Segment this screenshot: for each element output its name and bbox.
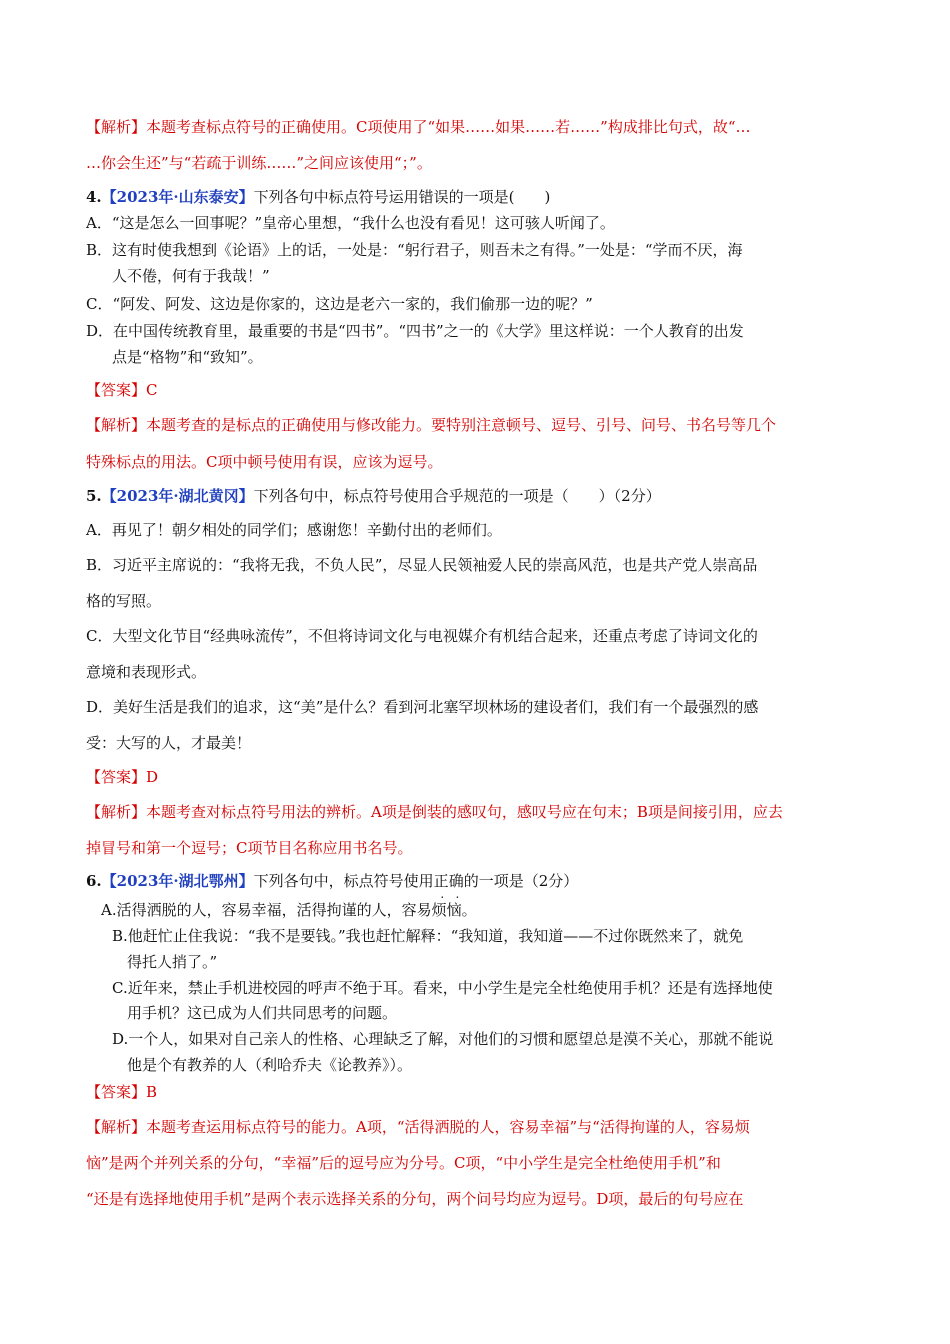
q6-analysis-line-2: 恼”是两个并列关系的分句，“幸福”后的逗号应为分号。C项，“中小学生是完全杜绝使用手机”和 — [86, 1154, 721, 1172]
q5-option-c-line-1: C．大型文化节目“经典咏流传”，不但将诗词文化与电视媒介有机结合起来，还重点考虑了诗词文化的 — [86, 627, 758, 645]
q6-analysis-line-1: 【解析】本题考查运用标点符号的能力。A项，“活得洒脱的人，容易幸福”与“活得拘谨的人，容易烦 — [86, 1118, 750, 1136]
q5-option-c-line-2: 意境和表现形式。 — [86, 663, 207, 681]
q6-stem-emphasis-1: 正 — [433, 872, 449, 890]
q5-answer: 【答案】D — [86, 768, 159, 786]
q4-option-a: A．“这是怎么一回事呢？”皇帝心里想，“我什么也没有看见！这可骇人听闻了。 — [86, 214, 615, 232]
q4-stem: 下列各句中标点符号运用错误的一项是( ) — [253, 188, 551, 206]
q4-question — [86, 187, 550, 207]
q6-question — [86, 871, 578, 891]
q6-analysis-line-3: “还是有选择地使用手机”是两个表示选择关系的分句，两个问号均应为逗号。D项，最后的句号应在 — [86, 1190, 744, 1208]
q6-stem-part-2: 的一项是（2分） — [463, 872, 579, 890]
q5-option-b-line-1: B．习近平主席说的：“我将无我，不负人民”，尽显人民领袖爱人民的崇高风范，也是共产党人崇高品 — [86, 556, 758, 574]
q4-number: 4. — [86, 188, 102, 206]
q5-analysis-line-1: 【解析】本题考查对标点符号用法的辨析。A项是倒装的感叹句，感叹号应在句末；B项是间接引用，应去 — [86, 803, 783, 821]
q5-option-d-line-2: 受：大写的人，才最美！ — [86, 734, 252, 752]
q6-source: 【2023年·湖北鄂州】 — [101, 872, 254, 890]
q3-analysis-line-1: 【解析】本题考查标点符号的正确使用。C项使用了“如果……如果……若……”构成排比句式，故“… — [86, 118, 751, 136]
q6-number: 6. — [86, 872, 102, 890]
q4-analysis-line-1: 【解析】本题考查的是标点的正确使用与修改能力。要特别注意顿号、逗号、引号、问号、书名号等几个 — [86, 416, 777, 434]
q6-option-d-line-1: D.一个人，如果对自己亲人的性格、心理缺乏了解，对他们的习惯和愿望总是漠不关心，那就不能说 — [112, 1030, 774, 1048]
q6-option-d-line-2: 他是个有教养的人（利哈乔夫《论教养》）。 — [127, 1056, 413, 1074]
q6-stem-emphasis-2: 确 — [448, 872, 464, 890]
q6-option-c-line-2: 用手机？这已成为人们共同思考的问题。 — [127, 1004, 398, 1022]
q6-option-a: A.活得洒脱的人，容易幸福，活得拘谨的人，容易烦恼。 — [101, 901, 477, 919]
q6-option-b-line-1: B.他赶忙止住我说：“我不是要钱。”我也赶忙解释：“我知道，我知道——不过你既然来了，就免 — [112, 927, 744, 945]
q4-source: 【2023年·山东泰安】 — [101, 188, 254, 206]
q6-option-c-line-1: C.近年来，禁止手机进校园的呼声不绝于耳。看来，中小学生是完全杜绝使用手机？还是有选择地使 — [112, 979, 773, 997]
q6-stem-part-1: 下列各句中，标点符号使用 — [253, 872, 434, 890]
q5-option-d-line-1: D．美好生活是我们的追求，这“美”是什么？看到河北塞罕坝林场的建设者们，我们有一个最强烈的感 — [86, 698, 759, 716]
q5-option-a: A．再见了！朝夕相处的同学们；感谢您！辛勤付出的老师们。 — [86, 521, 502, 539]
q6-answer: 【答案】B — [86, 1083, 158, 1101]
q4-option-b-line-2: 人不倦，何有于我哉！” — [112, 267, 270, 285]
q5-option-b-line-2: 格的写照。 — [86, 592, 162, 610]
q5-analysis-line-2: 掉冒号和第一个逗号；C项节目名称应用书名号。 — [86, 839, 413, 857]
q5-question — [86, 486, 661, 506]
q4-option-d-line-2: 点是“格物”和“致知”。 — [112, 348, 263, 366]
q4-answer: 【答案】C — [86, 381, 158, 399]
q3-analysis-line-2: …你会生还”与“若疏于训练……”之间应该使用“；”。 — [86, 154, 432, 172]
q5-stem: 下列各句中，标点符号使用合乎规范的一项是（ ）（2分） — [253, 487, 661, 505]
q4-option-c: C．“阿发、阿发、这边是你家的，这边是老六一家的，我们偷那一边的呢？” — [86, 295, 593, 313]
q5-number: 5. — [86, 487, 102, 505]
q6-option-b-line-2: 得托人捎了。” — [127, 953, 218, 971]
q4-analysis-line-2: 特殊标点的用法。C项中顿号使用有误，应该为逗号。 — [86, 453, 443, 471]
q5-source: 【2023年·湖北黄冈】 — [101, 487, 254, 505]
q4-option-b-line-1: B．这有时使我想到《论语》上的话，一处是：“躬行君子，则吾未之有得。”一处是：“学而不厌，海 — [86, 241, 743, 259]
q4-option-d-line-1: D．在中国传统教育里，最重要的书是“四书”。“四书”之一的《大学》里这样说：一个人教育的出发 — [86, 322, 744, 340]
